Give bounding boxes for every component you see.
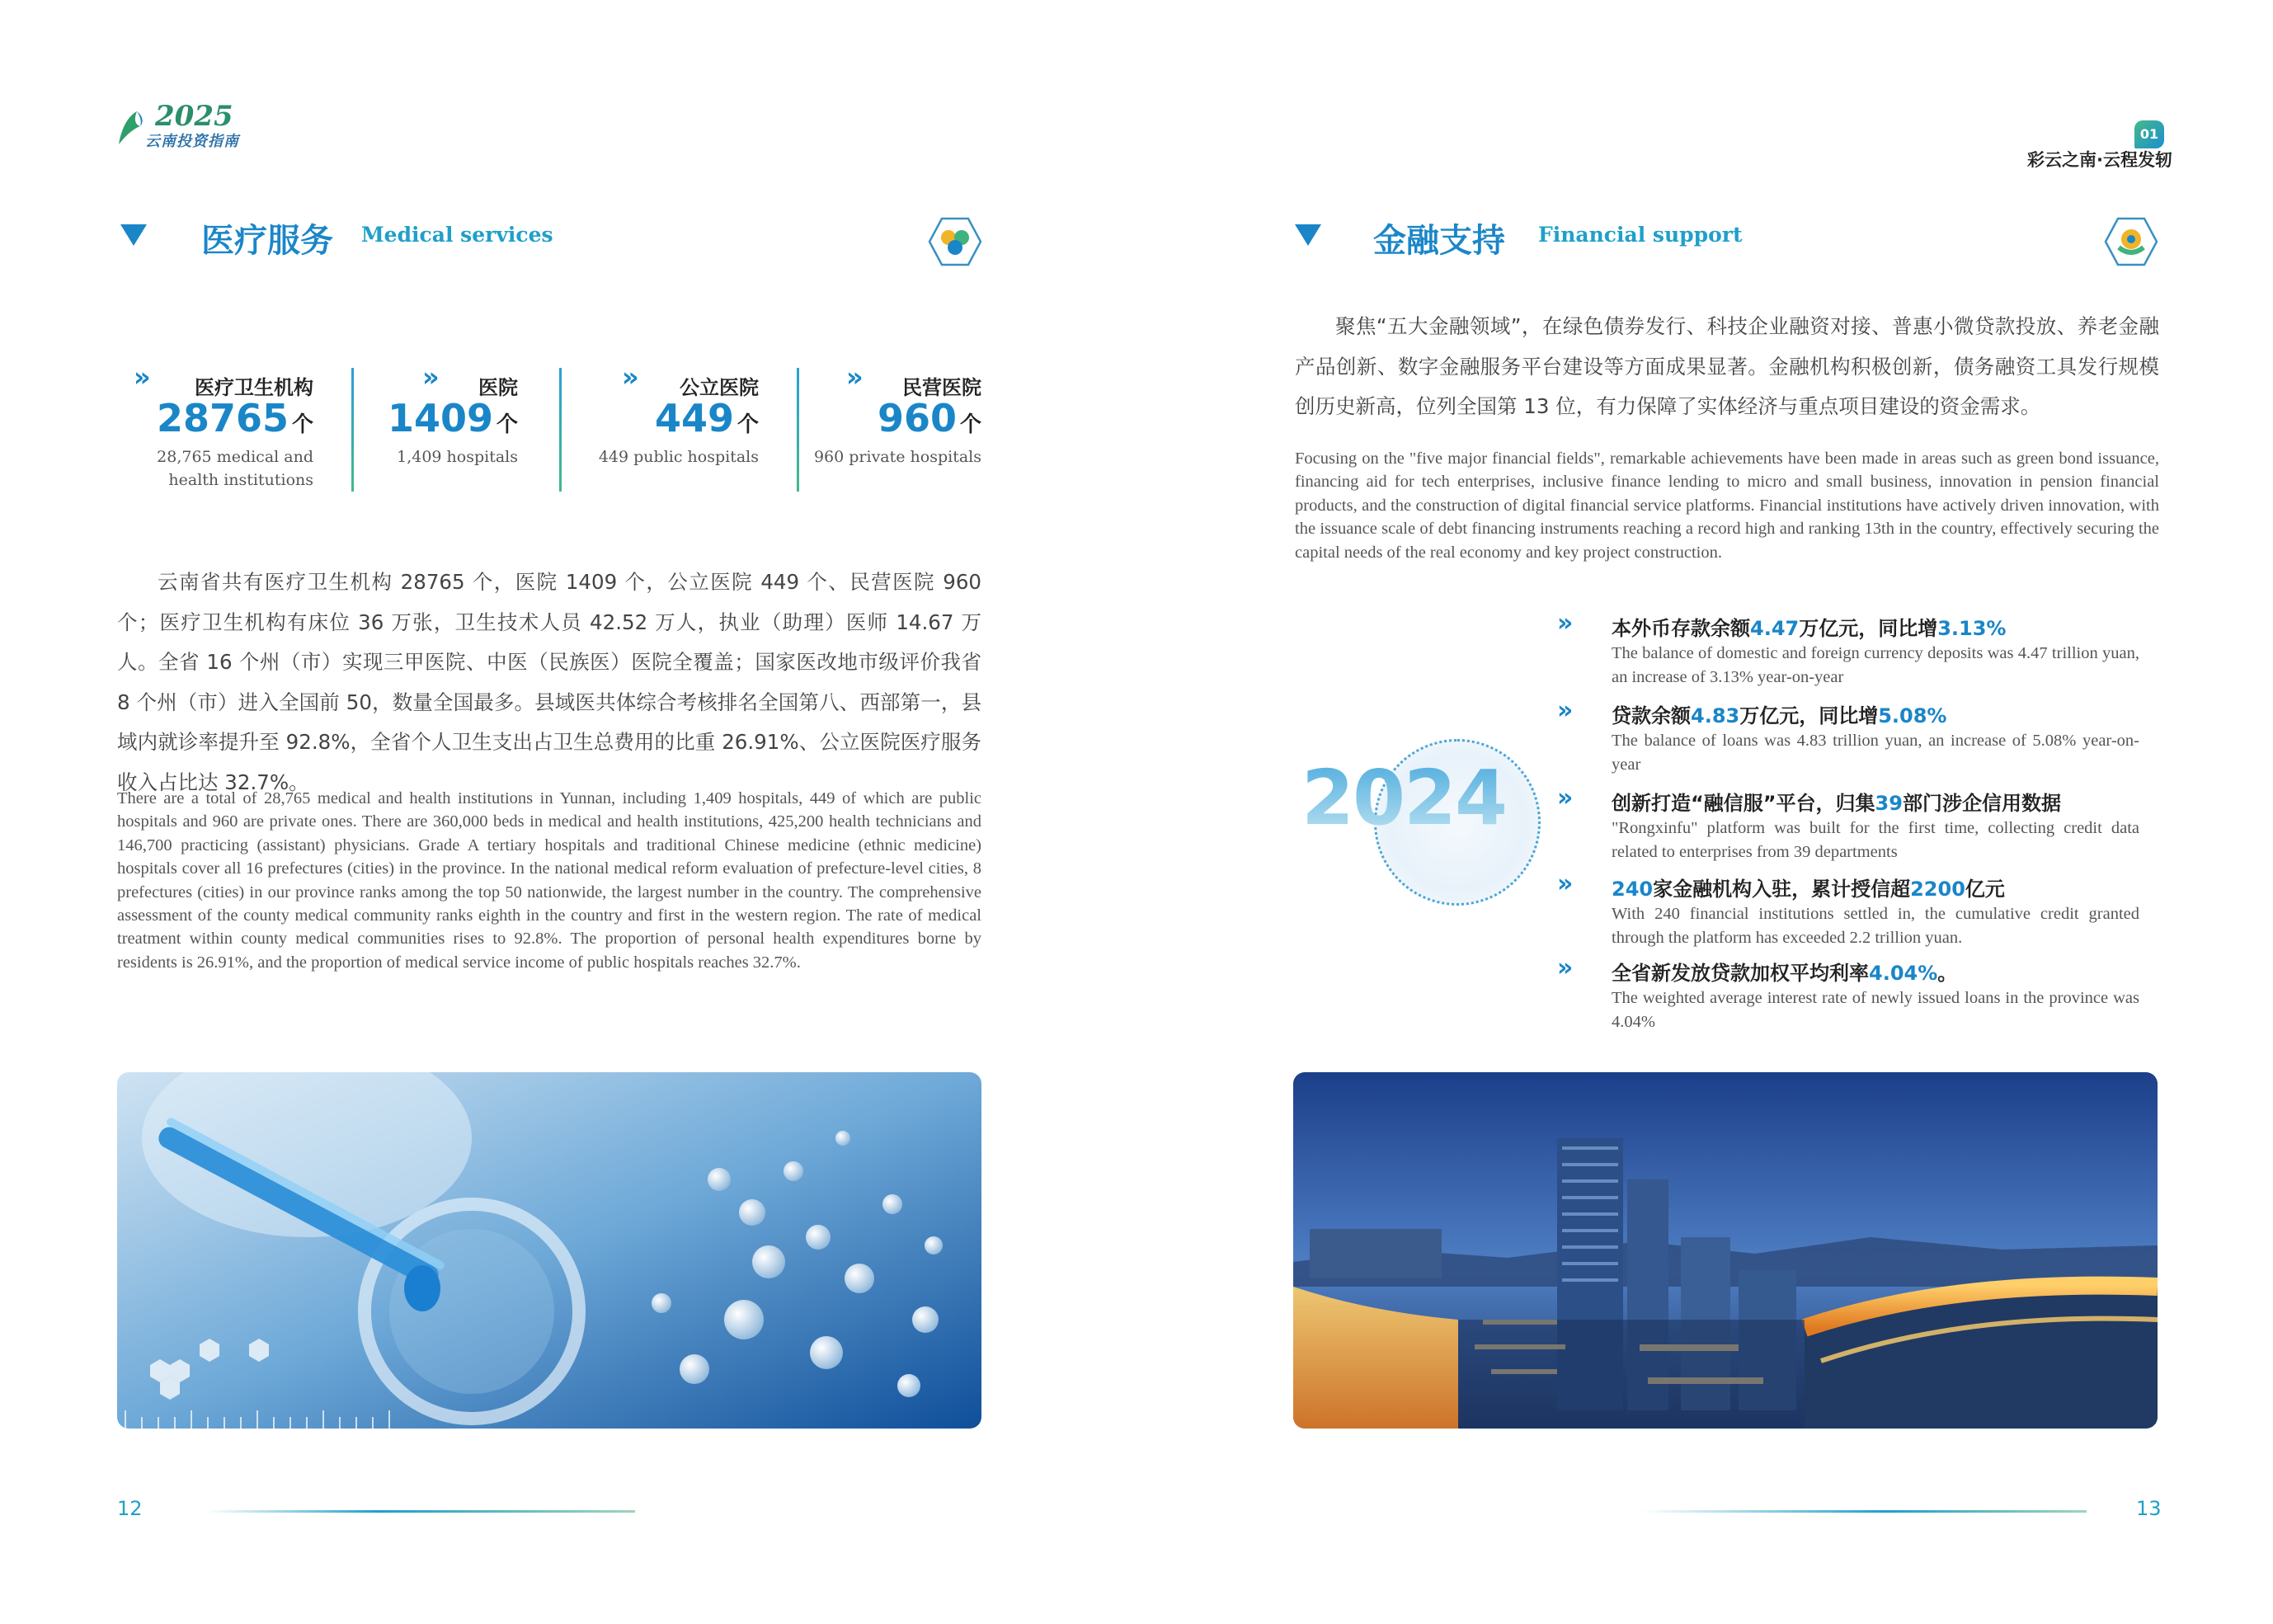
finance-item-desc: The balance of loans was 4.83 trillion yuan, an increase of 5.08% year-on-year [1612,732,2139,774]
finance-item-desc: The balance of domestic and foreign currency deposits was 4.47 trillion yuan, an increase of 3.13% year-on-year [1612,644,2139,686]
finance-item-desc: "Rongxinfu" platform was built for the first time, collecting credit data related to enterprises from 39 departments [1612,819,2139,861]
yunnan-investment-guide-logo [115,100,247,153]
finance-item-heading: 贷款余额4.83万亿元，同比增5.08% [1612,704,1947,727]
stat-hospitals [387,361,518,503]
brand-badge: 01 [2134,120,2164,148]
stat-value: 449 个 [654,396,759,440]
medical-paragraph-cn: 云南省共有医疗卫生机构 28765 个，医院 1409 个，公立医院 449 个、民营医院 960 个；医疗卫生机构有床位 36 万张，卫生技术人员 42.52 万人，执业（助理）医师 14.67 万人。全省 16 个州（市）实现三甲医院、中医（民族医）医院全覆盖；国家医改地市级评价我省 8 个州（市）进入全国前 50，数量全国最多。县域医共体综合考核排名全国第八、西部第一，县域内就诊率提升至 92.8%，全省个人卫生支出占卫生总费用的比重 26.91%、公立医院医疗服务收入占比达 32.7%。 [117,570,981,794]
stat-divider [351,368,354,492]
finance-item-desc: With 240 financial institutions settled in, the cumulative credit granted through the platform has exceeded 2.2 trillion yuan. [1612,905,2139,947]
finance-item-heading: 本外币存款余额4.47万亿元，同比增3.13% [1612,617,2007,640]
stat-value: 960 个 [877,396,981,440]
finance-item-heading: 全省新发放贷款加权平均利率4.04%。 [1612,962,1958,985]
chevron-icon: » [134,361,151,393]
section-title-cn: 金融支持 [1373,222,1505,260]
finance-item-heading: 240家金融机构入驻，累计授信超2200亿元 [1612,878,2005,901]
hexagon-emblem-icon [2104,216,2158,267]
chevron-icon: » [622,361,639,393]
stat-label: 医疗卫生机构 [195,376,313,399]
stat-value: 1409 个 [387,396,518,440]
city-night-photo [1293,1072,2158,1429]
chevron-icon: » [1557,609,1574,638]
triangle-marker-icon [120,224,147,246]
section-header-medical [120,214,698,264]
section-title-en: Medical services [361,223,553,247]
footer-line [206,1510,635,1513]
logo-subtitle: 云南投资指南 [145,133,239,150]
brand-tagline: 彩云之南·云程发轫 [2027,150,2172,170]
peacock-logo-icon [115,108,145,148]
stat-divider [797,368,799,492]
section-title-cn: 医疗服务 [201,222,333,260]
chevron-icon: » [1557,696,1574,725]
stat-caption: 449 public hospitals [598,448,759,466]
chevron-icon: » [422,361,440,393]
section-title-en: Financial support [1538,223,1743,247]
finance-paragraph-cn: 聚焦“五大金融领域”，在绿色债券发行、科技企业融资对接、普惠小微贷款投放、养老金融产品创新、数字金融服务平台建设等方面成果显著。金融机构积极创新，债务融资工具发行规模创历史新高，位列全国第 13 位，有力保障了实体经济与重点项目建设的资金需求。 [1295,314,2159,418]
stat-caption: 28,765 medical and health institutions [157,448,313,489]
stat-label: 公立医院 [680,376,759,399]
hexagon-emblem-icon [928,216,982,267]
left-page [0,0,1136,1624]
page-number: 13 [2136,1497,2162,1520]
finance-item-desc: The weighted average interest rate of newly issued loans in the province was 4.04% [1612,989,2139,1031]
stat-medical-institutions [132,363,313,503]
stat-private-hospitals [813,361,981,503]
finance-item-heading: 创新打造“融信服”平台，归集39部门涉企信用数据 [1612,792,2061,815]
medical-paragraph-en: There are a total of 28,765 medical and health institutions in Yunnan, including 1,409 hospitals, 449 of which are public hospitals and 960 are private ones. There are 360,000 beds in medical and health institutions, 425,200 health technicians and 146,700 practicing (assistant) physicians. Grade A tertiary hospitals and traditional Chinese medicine (ethnic medicine) hospitals cover all 16 prefectures (cities) in the province. In the national medical reform evaluation of prefecture-level cities, 8 prefectures (cities) in our province ranks among the top 50 nationwide, the largest number in the country. The comprehensive assessment of the county medical community ranks eighth in the country and first in the western region. The rate of medical treatment within county medical communities rises to 92.8%. The proportion of personal health expenditures borne by residents is 26.91%, and the proportion of medical service income of public hospitals reaches 32.7%. [117,789,981,972]
stat-divider [559,368,562,492]
stat-value: 28765 个 [156,396,313,440]
stat-label: 医院 [478,376,518,399]
stat-caption: 1,409 hospitals [397,448,518,466]
triangle-marker-icon [1295,224,1321,246]
finance-paragraph-en: Focusing on the "five major financial fields", remarkable achievements have been made in areas such as green bond issuance, financing aid for tech enterprises, inclusive finance lending to micro and small business, innovation in pension financial products, and the construction of digital financial service platforms. Financial institutions have actively driven innovation, with the issuance scale of debt financing instruments reaching a record high and ranking 13th in the country, effectively securing the capital needs of the real economy and key project construction. [1295,450,2159,562]
chevron-icon: » [1557,953,1574,982]
footer-line [1641,1510,2087,1513]
chevron-icon: » [1557,784,1574,812]
chevron-icon: » [1557,869,1574,898]
chevron-icon: » [846,361,864,393]
section-header-finance [1295,214,1872,264]
stat-label: 民营医院 [902,376,981,399]
page-number: 12 [117,1497,143,1520]
medical-lab-photo [117,1072,981,1429]
year-label: 2024 [1301,754,1507,842]
logo-year: 2025 [155,100,233,133]
stat-caption: 960 private hospitals [813,448,981,466]
stat-public-hospitals [598,361,759,503]
